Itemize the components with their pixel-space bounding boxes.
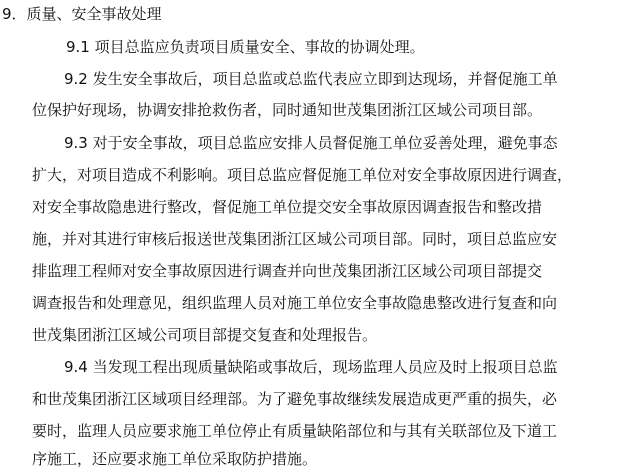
section-heading: 9．质量、安全事故处理 <box>2 5 162 23</box>
clause-9-1: 9.1 项目总监应负责项目质量安全、事故的协调处理。 <box>66 38 425 56</box>
clause-9-4-line-3: 要时，监理人员应要求施工单位停止有质量缺陷部位和与其有关联部位及下道工 <box>32 422 558 440</box>
clause-9-2-line-2: 位保护好现场，协调安排抢救伤者，同时通知世茂集团浙江区域公司项目部。 <box>32 101 543 119</box>
clause-9-3-line-5: 排监理工程师对安全事故原因进行调查并向世茂集团浙江区域公司项目部提交 <box>32 262 543 280</box>
clause-9-2-line-1: 9.2 发生安全事故后，项目总监或总监代表应立即到达现场，并督促施工单 <box>64 70 558 88</box>
clause-9-4-line-2: 和世茂集团浙江区域项目经理部。为了避免事故继续发展造成更严重的损失，必 <box>32 390 558 408</box>
clause-9-4-line-1: 9.4 当发现工程出现质量缺陷或事故后，现场监理人员应及时上报项目总监 <box>64 358 558 376</box>
clause-9-3-line-3: 对安全事故隐患进行整改，督促施工单位提交安全事故原因调查报告和整改措 <box>32 198 543 216</box>
clause-9-4-line-4: 序施工，还应要求施工单位采取防护措施。 <box>32 450 318 468</box>
clause-9-3-line-6: 调查报告和处理意见，组织监理人员对施工单位安全事故隐患整改进行复查和向 <box>32 294 558 312</box>
clause-9-3-line-2: 扩大，对项目造成不利影响。项目总监应督促施工单位对安全事故原因进行调查， <box>32 166 573 184</box>
clause-9-3-line-7: 世茂集团浙江区域公司项目部提交复查和处理报告。 <box>32 326 378 344</box>
clause-9-3-line-1: 9.3 对于安全事故，项目总监应安排人员督促施工单位妥善处理，避免事态 <box>64 134 558 152</box>
clause-9-3-line-4: 施，并对其进行审核后报送世茂集团浙江区域公司项目部。同时，项目总监应安 <box>32 230 558 248</box>
